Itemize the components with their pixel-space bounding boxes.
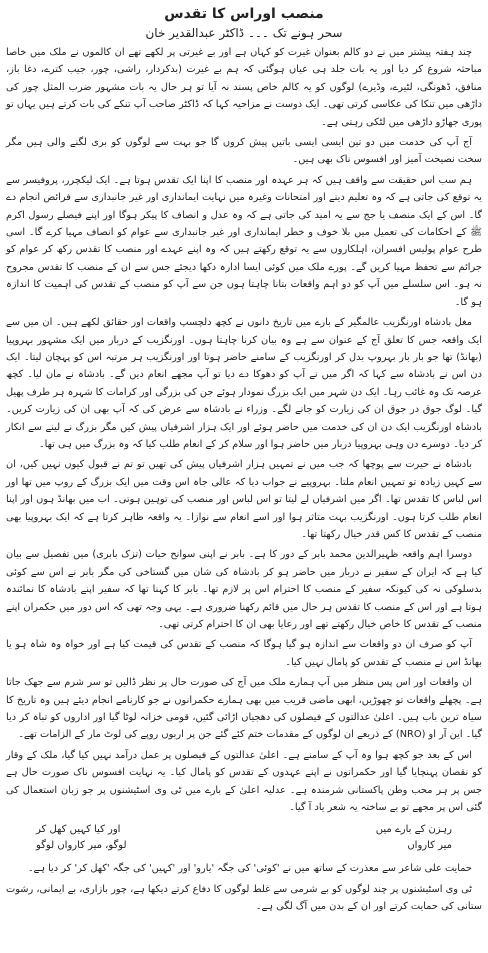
paragraph: چند ہفتہ پیشتر میں نے دو کالم بعنوان غیرت کو کہاں ہے اور بے غیرتی پر لکھے تھے ان کالموں نے ملک میں خاصا مباحثہ شروع کر دیا اور یہ بات جلد ہی عیاں ہوگئی کہ ہم بے غیرت (بدکردار، راشی، چور، جیب کترے، دغا باز، منافق، ڈھونگی، لٹیرے، وڈیرے) لوگوں کو یہ کالم خاص پسند نہ آیا تو ہر حال یہ بات مشہور ضرب المثل چور کی داڑھی میں تنکا کی عکاسی کرتی تھی۔ ایک دوست نے مزاحیہ کہا کہ ڈاکٹر صاحب آپ تنکے کی بات کرتے ہیں یہاں تو پوری جھاڑو داڑھی میں لٹکی رہتی ہے۔ (6, 47, 482, 128)
poem-line-left: لوگو، میر کارواں لوگو (36, 840, 127, 852)
paragraph: ہم سب اس حقیقت سے واقف ہیں کہ ہر عہدہ اور منصب کا اپنا ایک تقدس ہوتا ہے۔ ایک لیکچرر، پروفیسر سے یہ توقع کی جاتی ہے کہ وہ تعلیم دینے اور امتحانات وغیرہ میں نہایت ایمانداری اور غیر جانبداری سے فرائض انجام دے گا۔ اس کے ایک منصف یا جج سے یہ امید کی جاتی ہے کہ وہ عدل و انصاف کا پیکر ہوگا اور اپنے فیصلے رسول اکرم ﷺ کے احکامات کی تعمیل میں بلا خوف و خطر ایمانداری اور غیر جانبداری سے عوام کو انصاف مہیا کرے گا۔ اسی طرح عوام پولیس افسران، اہلکاروں سے یہ توقع رکھتے ہیں کہ وہ اپنے عہدے اور منصب کا تقدس رکھ کر عوام کو جرائم سے تحفظ مہیا کریں گے۔ پورے ملک میں کوئی ایسا ادارہ دکھا دیجئے جس سے ان کے منصب کا تقدس مجروح نہ ہو۔ اس سلسلے میں آپ کو دو اہم واقعات بتانا چاہتا ہوں جن سے آپ کو منصب کے تقدس کی اہمیت کا اندازہ ہو گا۔ (6, 174, 482, 308)
closing-paragraph: حمایت علی شاعر سے معذرت کے ساتھ میں نے 'کوئی' کی جگہ 'یارو' اور 'کہیں' کی جگہ 'کھل کر' کر دیا ہے۔ (27, 863, 472, 875)
paragraph: ان واقعات اور اس پس منظر میں آپ ہمارے ملک میں آج کی صورت حال پر نظر ڈالیں تو سر شرم سے جھک جاتا ہے۔ پچھلے واقعات تو چھوڑیں، ابھی ماضی قریب میں بھی ہمارے حکمرانوں نے جو کارنامے انجام دیئے ہیں وہ تاریخ کا سیاہ ترین باب ہیں۔ اعلیٰ عدالتوں کے فیصلوں کی دھجیاں اڑائی گئیں، قومی خزانہ لوٹا گیا اور اداروں کو تباہ کر دیا گیا۔ این آر او (NRO) کے ذریعے ان لوگوں کے مقدمات ختم کئے گئے جن پر اربوں روپے کی لوٹ مار کے الزامات تھے۔ (6, 677, 482, 741)
closing-paragraph: ٹی وی اسٹیشنوں پر چند لوگوں کو بے شرمی سے غلط لوگوں کا دفاع کرتے دیکھا ہے، چور بازاری، بے ایمانی، رشوت ستانی کی حمایت کرتے اور ان کے بدن میں آگ لگی ہے۔ (6, 883, 482, 913)
poem-line-right: رہزن کے بارے میں (375, 824, 452, 836)
poem-couplet (36, 822, 452, 854)
poem-line-left: اور کیا کہیں کھل کر (36, 824, 121, 836)
poem-line-right: میر کارواں (407, 840, 452, 852)
paragraph: بادشاہ نے حیرت سے پوچھا کہ جب میں نے تمہیں ہزار اشرفیاں پیش کی تھیں تو تم نے قبول کیوں نہیں کیں، ان سے کہیں زیادہ تو تمہیں انعام ملتا۔ بہروپیے نے جواب دیا کہ عالی جاہ اس وقت میں ایک بزرگ کے روپ میں تھا اور اس لباس کا تقدس تھا۔ اگر میں اشرفیاں لے لیتا تو اس لباس اور منصب کی توہین ہوتی۔ اب میں بھانڈ ہوں اور اپنا انعام طلب کرتا ہوں۔ اورنگزیب بہت متاثر ہوا اور اسے انعام سے نوازا۔ یہ واقعہ ظاہر کرتا ہے کہ ایک بہروپیا بھی منصب کے تقدس کا کس قدر خیال رکھتا تھا۔ (6, 459, 482, 540)
paragraph: آپ کو صرف ان دو واقعات سے اندازہ ہو گیا ہوگا کہ منصب کے تقدس کی قیمت کیا ہے اور خواہ وہ شاہ ہو یا بھانڈ اس نے منصب کے تقدس کو پامال نہیں کیا۔ (6, 639, 482, 668)
paragraph: اس کے بعد جو کچھ ہوا وہ آپ کے سامنے ہے۔ اعلیٰ عدالتوں کے فیصلوں پر عمل درآمد نہیں کیا گیا، ملک کے وقار کو نقصان پہنچایا گیا اور حکمرانوں نے اپنے عہدوں کے تقدس کو پامال کیا۔ یہ نہایت افسوس ناک صورت حال ہے جس پر ہر محب وطن پاکستانی شرمندہ ہے۔ عدلیہ اعلیٰ کے بارے میں ٹی وی اسٹیشنوں پر جو زبان استعمال کی گئی اس پر مجھے تو بے ساختہ یہ شعر یاد آ گیا۔ (6, 749, 482, 814)
article-byline: سحر ہونے تک ۔۔۔ ڈاکٹر عبدالقدیر خان (145, 26, 343, 40)
paragraph: مغل بادشاہ اورنگزیب عالمگیر کے بارے میں تاریخ دانوں نے کچھ دلچسپ واقعات اور حقائق لکھے ہیں۔ ان میں سے ایک واقعہ جس کا تعلق آج کے عنوان سے ہے وہ بیان کرنا چاہتا ہوں۔ اورنگزیب کے دربار میں ایک مشہور بہروپیا (بھانڈ) تھا جو بار بار بہروپ بدل کر اورنگزیب کے سامنے حاضر ہوتا اور اورنگزیب ہر مرتبہ اس کو پہچان لیتا۔ ایک دن اس نے بادشاہ سے کہا کہ اگر میں نے آپ کو دھوکا دے دیا تو آپ مجھے انعام دیں گے۔ بادشاہ نے مان لیا۔ کچھ عرصہ تک وہ غائب رہا۔ ایک دن شہر میں ایک بزرگ نمودار ہوئے جن کی بزرگی اور کرامات کا شہرہ ہر طرف پھیل گیا۔ لوگ جوق در جوق ان کی زیارت کو جانے لگے۔ وزراء نے بادشاہ سے عرض کی کہ آپ بھی ان کی زیارت کریں۔ بادشاہ اورنگزیب ایک دن ان کی خدمت میں حاضر ہوئے اور ایک ہزار اشرفیاں پیش کیں مگر بزرگ نے لینے سے انکار کر دیا۔ دوسرے دن وہی بہروپیا دربار میں حاضر ہوا اور سلام کر کے انعام طلب کیا کہ وہ بزرگ میں ہی تھا۔ (6, 317, 482, 450)
poem-line (36, 822, 452, 838)
paragraph: آج آپ کی خدمت میں دو تین ایسی ایسی باتیں پیش کروں گا جو بہت سے لوگوں کو بری لگنے والی ہیں مگر سخت نصیحت آمیز اور افسوس ناک بھی ہیں۔ (6, 137, 482, 166)
article-title: منصب اوراس کا تقدس (164, 6, 324, 22)
poem-line (36, 838, 452, 854)
paragraph: دوسرا اہم واقعہ ظہیرالدین محمد بابر کے دور کا ہے۔ بابر نے اپنی سوانح حیات (تزک بابری) میں تفصیل سے بیان کیا ہے کہ ایران کے سفیر نے دربار میں حاضر ہو کر بادشاہ کی شان میں گستاخی کی مگر بابر نے اس سے کوئی بدسلوکی نہ کی کیونکہ سفیر کے منصب کا احترام اس پر لازم تھا۔ بابر کا کہنا تھا کہ سفیر اپنے بادشاہ کا نمائندہ ہوتا ہے اور اس کے منصب کا تقدس ہر حال میں قائم رکھنا ضروری ہے۔ یہی وجہ تھی کہ اس دور میں حکمران اپنے منصب کے تقدس کا خاص خیال رکھتے تھے اور رعایا بھی ان کا احترام کرتی تھی۔ (6, 549, 482, 630)
